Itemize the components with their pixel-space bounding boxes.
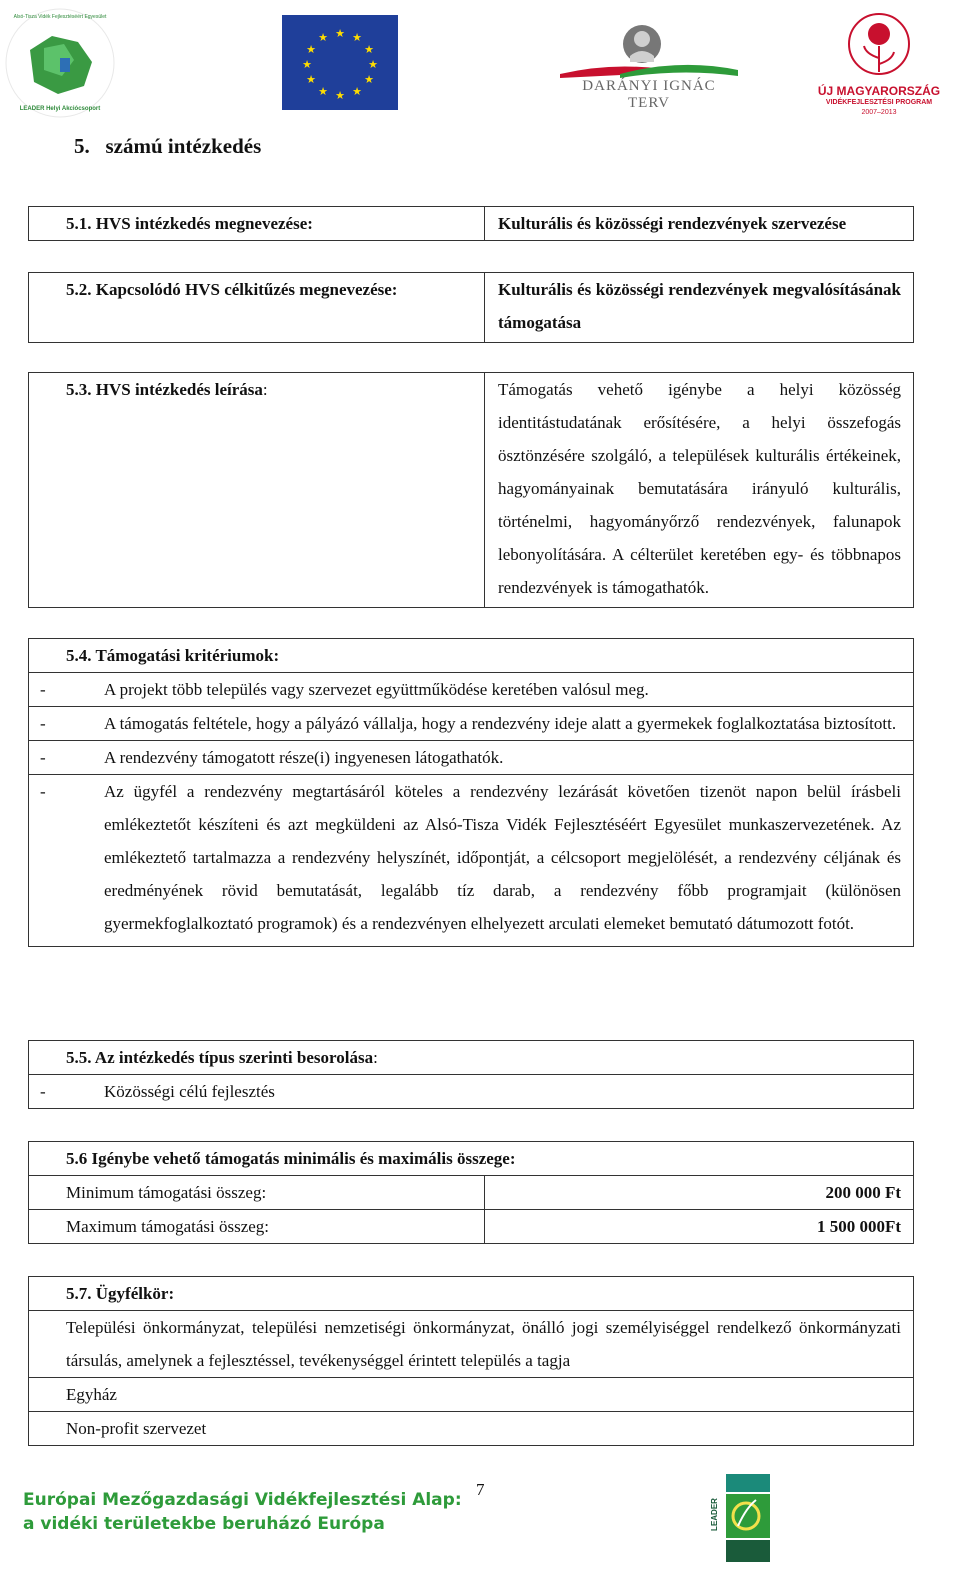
s55-title-tail: : [373, 1048, 378, 1067]
page-title: 5. számú intézkedés [74, 134, 262, 158]
uj-magyarorszag-sub: VIDÉKFEJLESZTÉSI PROGRAM [825, 99, 933, 106]
s54-title: 5.4. Támogatási kritériumok: [29, 639, 914, 673]
section-5-3 [28, 372, 914, 608]
s52-value: Kulturális és közösségi rendezvények megvalósításának támogatása [485, 273, 914, 343]
s54-item-1: A projekt több település vagy szervezet együttműködése keretében valósul meg. [104, 680, 649, 699]
svg-text:★: ★ [364, 73, 374, 86]
s56-min-label: Minimum támogatási összeg: [29, 1176, 485, 1210]
svg-text:★: ★ [302, 58, 312, 71]
s54-item-2: A támogatás feltétele, hogy a pályázó vállalja, hogy a rendezvény ideje alatt a gyermekek foglalkoztatása biztosított. [104, 714, 897, 733]
s55-title [29, 1041, 914, 1075]
page-number: 7 [476, 1480, 485, 1499]
bullet-dash: - [40, 680, 46, 699]
s57-row-1: Települési önkormányzat, települési nemzetiségi önkormányzat, önálló jogi személyiséggel rendelkező önkormányzati társulás, amelynek a fejlesztéssel, tevékenységgel érintett település a tagja [29, 1311, 914, 1378]
svg-text:★: ★ [306, 73, 316, 86]
s56-min-value: 200 000 Ft [485, 1176, 914, 1210]
s53-label [29, 373, 485, 608]
s54-item [29, 775, 914, 947]
daranyi-logo-text: DARÁNYI IGNÁC TERV [582, 78, 716, 111]
footer-eu-fund-line1: Európai Mezőgazdasági Vidékfejlesztési Alap: [23, 1490, 462, 1510]
leader-akcioscsoport-logo [0, 0, 120, 126]
svg-text:★: ★ [352, 31, 362, 44]
svg-text:★: ★ [335, 27, 345, 40]
svg-text:★: ★ [318, 85, 328, 98]
section-5-1 [28, 206, 914, 241]
bullet-dash: - [40, 782, 46, 801]
s56-max-label: Maximum támogatási összeg: [29, 1210, 485, 1244]
s54-item [29, 673, 914, 707]
section-5-4 [28, 638, 914, 947]
uj-magyarorszag-logo [812, 6, 946, 124]
s54-item-3: A rendezvény támogatott része(i) ingyenesen látogathatók. [104, 748, 504, 767]
daranyi-ignac-terv-logo [560, 22, 738, 111]
uj-magyarorszag-title: ÚJ MAGYARORSZÁG [817, 84, 941, 98]
leader-logo-arc-text: Alsó-Tisza Vidék Fejlesztéséért Egyesület [13, 14, 107, 20]
bullet-dash: - [40, 1082, 46, 1101]
section-5-2 [28, 272, 914, 343]
s55-title-bold: 5.5. Az intézkedés típus szerinti besorolása [66, 1048, 374, 1067]
eu-flag-logo [282, 15, 398, 110]
s54-item [29, 707, 914, 741]
section-5-7 [28, 1276, 914, 1446]
leader-logo-bottom-text: LEADER Helyi Akciócsoport [19, 106, 101, 112]
bullet-dash: - [40, 714, 46, 733]
leader-logo-text: LEADER [709, 1498, 719, 1531]
s52-label: 5.2. Kapcsolódó HVS célkitűzés megnevezése: [29, 273, 485, 343]
section-5-6 [28, 1141, 914, 1244]
s51-value: Kulturális és közösségi rendezvények szervezése [485, 207, 914, 241]
uj-magyarorszag-years: 2007–2013 [861, 109, 897, 116]
svg-text:★: ★ [364, 43, 374, 56]
footer-eu-fund-line2: a vidéki területekbe beruházó Európa [23, 1514, 385, 1534]
s56-max-value: 1 500 000Ft [485, 1210, 914, 1244]
svg-text:★: ★ [352, 85, 362, 98]
svg-text:★: ★ [318, 31, 328, 44]
s53-label-bold: 5.3. HVS intézkedés leírása [66, 380, 263, 399]
svg-text:★: ★ [306, 43, 316, 56]
svg-text:★: ★ [335, 89, 345, 102]
s54-item-4: Az ügyfél a rendezvény megtartásáról köteles a rendezvény lezárását követően tizenöt napon belül írásbeli emlékeztetőt készíteni és azt megküldeni az Alsó-Tisza Vidék Fejlesztéséért Egyesület munkaszervezetének. Az emlékeztető tartalmazza a rendezvény helyszínét, időpontját, a célcsoport megjelölését, a rendezvény céljának és eredményének rövid bemutatását, legalább tíz darab, a rendezvény főbb programjait (különösen gyermekfoglalkoztató programok) és a rendezvényen elhelyezett arculati elemeket bemutató dátumozott fotót. [104, 782, 901, 933]
s54-item [29, 741, 914, 775]
svg-text:★: ★ [368, 58, 378, 71]
s57-row-2: Egyház [29, 1378, 914, 1412]
bullet-dash: - [40, 748, 46, 767]
s56-title: 5.6 Igénybe vehető támogatás minimális és maximális összege: [29, 1142, 914, 1176]
s53-label-tail: : [262, 380, 268, 399]
s55-item-1: Közösségi célú fejlesztés [104, 1082, 275, 1101]
s51-label: 5.1. HVS intézkedés megnevezése: [29, 207, 485, 241]
s57-title: 5.7. Ügyfélkör: [29, 1277, 914, 1311]
section-5-5 [28, 1040, 914, 1109]
s55-item [29, 1075, 914, 1109]
s53-value: Támogatás vehető igénybe a helyi közösség identitástudatának erősítésére, a helyi összefogás ösztönzésére szolgáló, a települések kulturális értékeinek, hagyományainak bemutatására irányuló kulturális, történelmi, hagyományőrző rendezvények, falunapok lebonyolítására. A célterület keretében egy- és többnapos rendezvények is támogathatók. [485, 373, 914, 608]
s57-row-3: Non-profit szervezet [29, 1412, 914, 1446]
leader-logo [709, 1470, 772, 1566]
